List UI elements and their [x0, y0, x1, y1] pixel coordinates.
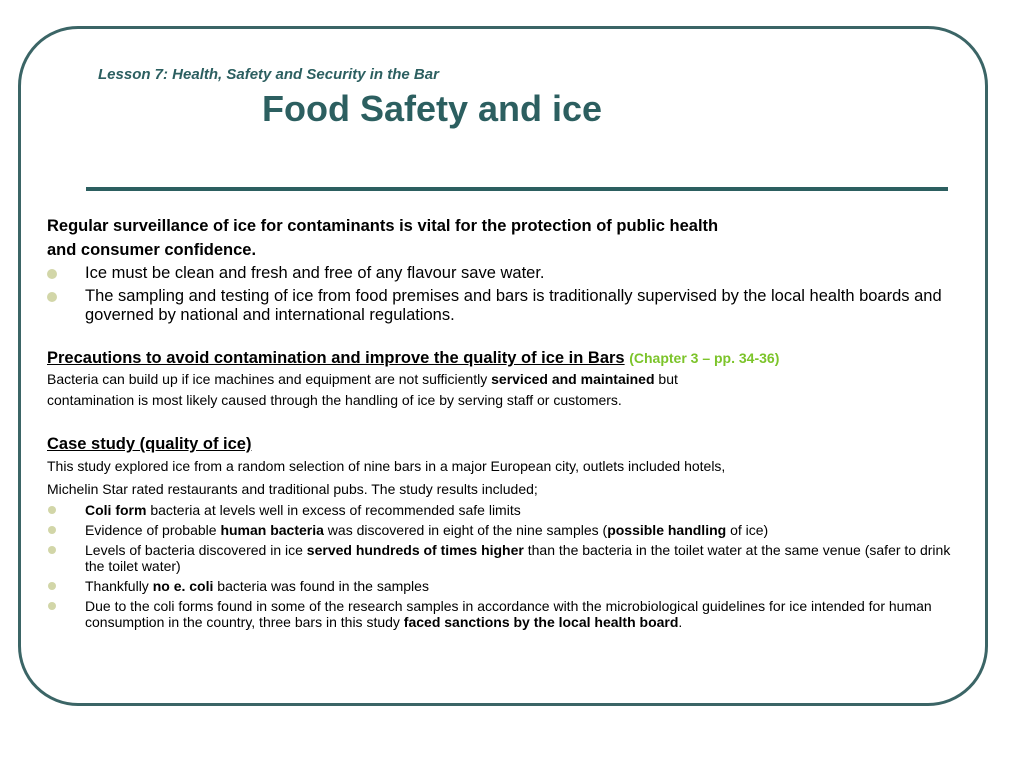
slide-content — [47, 214, 967, 634]
chapter-reference: (Chapter 3 – pp. 34-36) — [629, 350, 780, 366]
list-item: The sampling and testing of ice from food premises and bars is traditionally supervised by the local health boards and governed by national and international regulations. — [47, 287, 967, 325]
list-item: Levels of bacteria discovered in ice served hundreds of times higher than the bacteria in the toilet water at the same venue (safer to drink the toilet water) — [47, 542, 967, 574]
bullet-dot-icon — [47, 292, 57, 302]
intro-text — [47, 214, 967, 262]
precautions-heading: Precautions to avoid contamination and improve the quality of ice in Bars (Chapter 3 – pp. 34-36) — [47, 349, 780, 367]
list-item: Ice must be clean and fresh and free of any flavour save water. — [47, 264, 967, 283]
intro-line-1: Regular surveillance of ice for contaminants is vital for the protection of public health — [47, 217, 719, 235]
list-item: Thankfully no e. coli bacteria was found in the samples — [47, 578, 967, 594]
case-study-results-list — [47, 502, 967, 630]
slide-title: Food Safety and ice — [262, 88, 603, 129]
bullet-dot-icon — [48, 526, 56, 534]
bullet-dot-icon — [48, 602, 56, 610]
intro-bullet-list — [47, 264, 967, 325]
bullet-dot-icon — [48, 582, 56, 590]
list-item: Evidence of probable human bacteria was discovered in eight of the nine samples (possible handling of ice) — [47, 522, 967, 538]
intro-line-2: and consumer confidence. — [47, 241, 257, 259]
bullet-dot-icon — [48, 546, 56, 554]
list-item: Coli form bacteria at levels well in excess of recommended safe limits — [47, 502, 967, 518]
case-study-heading: Case study (quality of ice) — [47, 435, 252, 453]
title-divider — [86, 187, 948, 191]
bullet-dot-icon — [47, 269, 57, 279]
bullet-dot-icon — [48, 506, 56, 514]
list-item: Due to the coli forms found in some of the research samples in accordance with the microbiological guidelines for ice intended for human consumption in the country, three bars in this study faced sanctions by the local health board. — [47, 598, 967, 630]
case-study-text: This study explored ice from a random selection of nine bars in a major European city, outlets included hotels, Michelin Star rated restaurants and traditional pubs. The study results included; — [47, 458, 726, 497]
lesson-subtitle: Lesson 7: Health, Safety and Security in the Bar — [98, 66, 439, 83]
precautions-text: Bacteria can build up if ice machines and equipment are not sufficiently serviced and maintained but contamination is most likely caused through the handling of ice by serving staff or customers. — [47, 371, 678, 408]
